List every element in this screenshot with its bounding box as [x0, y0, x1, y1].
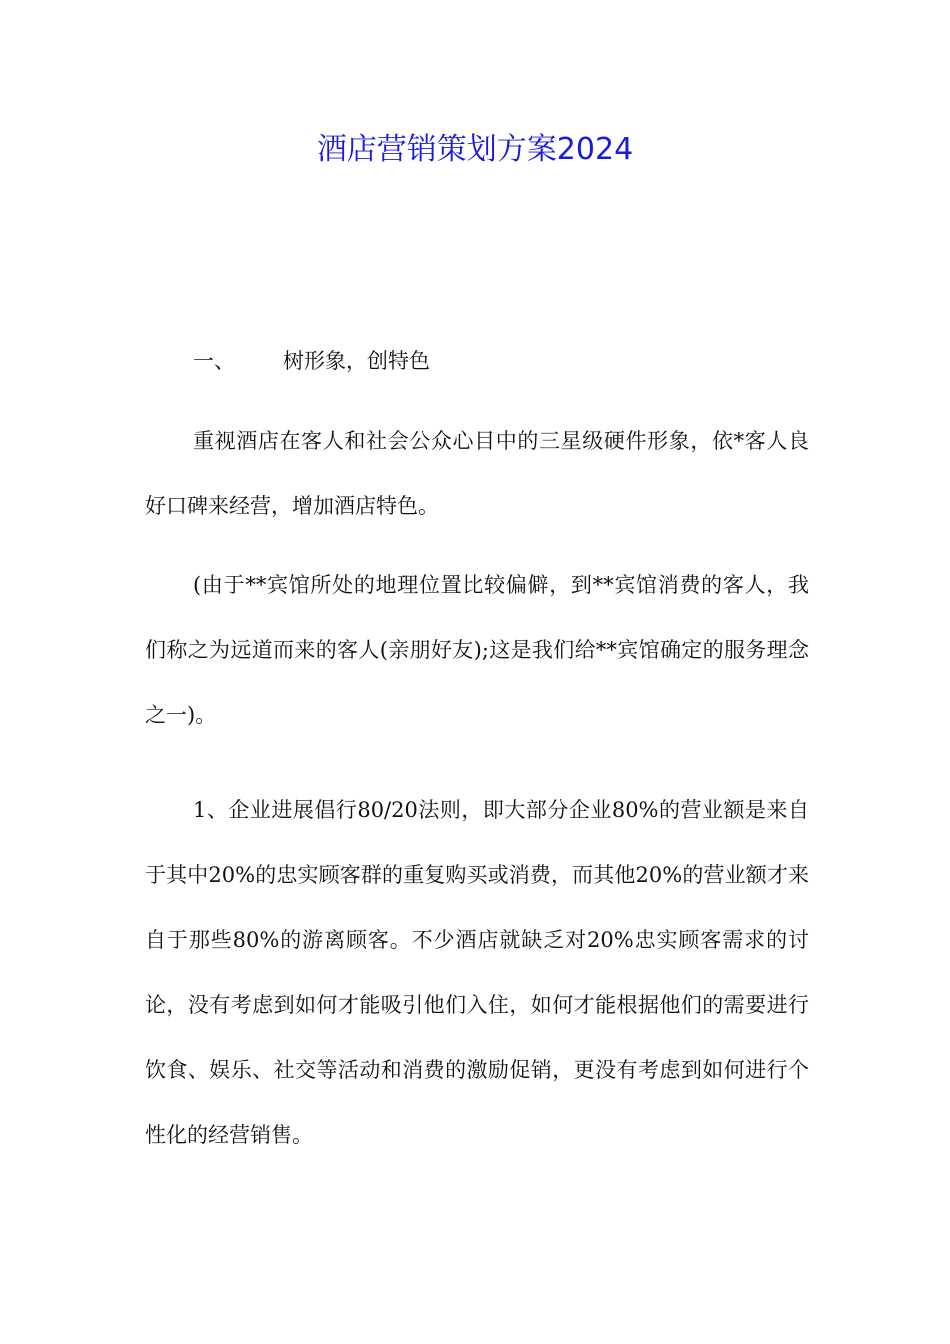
section-heading — [145, 343, 809, 379]
paragraph-2: (由于**宾馆所处的地理位置比较偏僻，到**宾馆消费的客人，我们称之为远道而来的客人(亲朋好友);这是我们给**宾馆确定的服务理念之一)。 — [145, 573, 809, 727]
paragraph-1: 重视酒店在客人和社会公众心目中的三星级硬件形象，依*客人良好口碑来经营，增加酒店特色。 — [145, 429, 809, 518]
section-heading-text: 树形象，创特色 — [283, 349, 430, 373]
section-number: 一、 — [193, 349, 235, 373]
paragraph-3: 1、企业进展倡行80/20法则，即大部分企业80%的营业额是来自于其中20%的忠实顾客群的重复购买或消费，而其他20%的营业额才来自于那些80%的游离顾客。不少酒店就缺乏对20%忠实顾客需求的讨论，没有考虑到如何才能吸引他们入住，如何才能根据他们的需要进行饮食、娱乐、社交等活动和消费的激励促销，更没有考虑到如何进行个性化的经营销售。 — [145, 798, 809, 1147]
document-title: 酒店营销策划方案2024 — [316, 132, 634, 167]
